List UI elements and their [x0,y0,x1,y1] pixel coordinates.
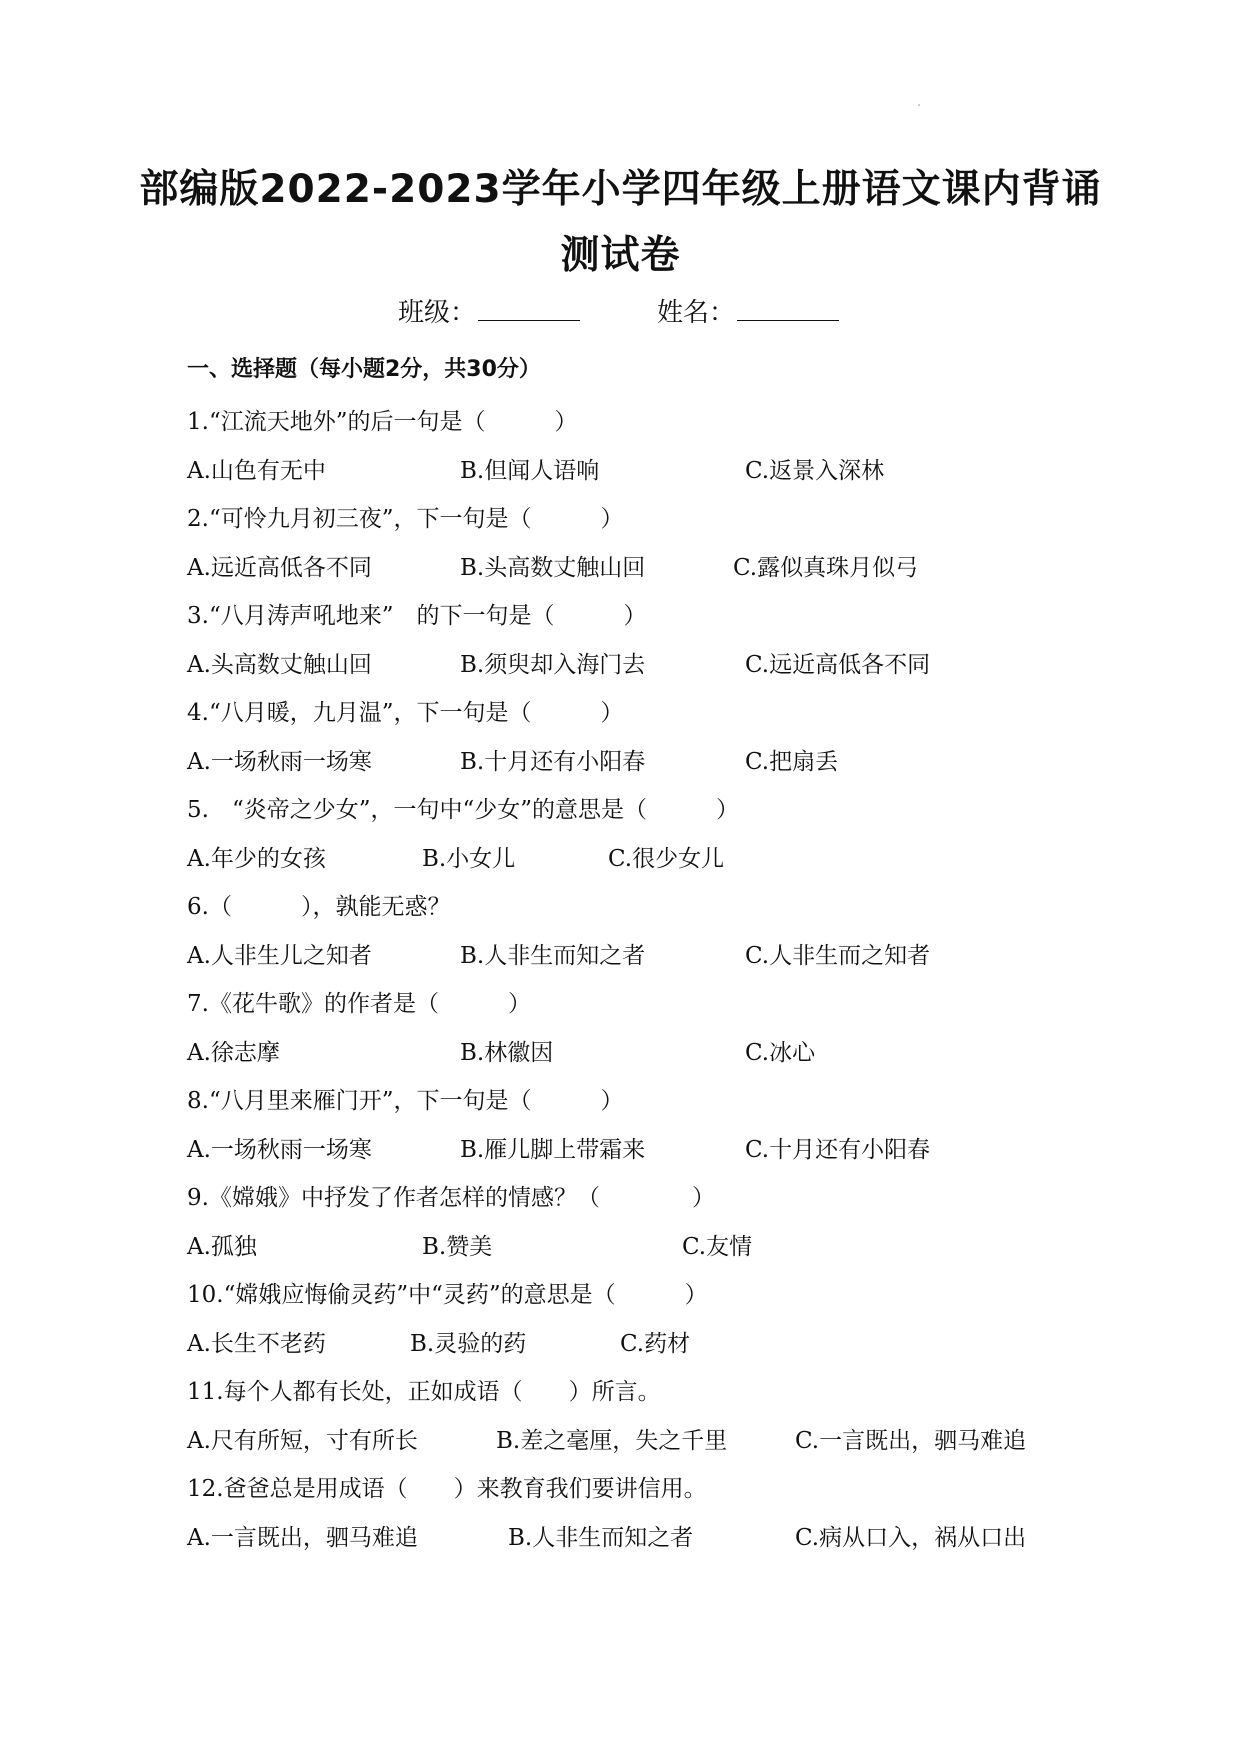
option-3b: B.须臾却入海门去 [460,652,646,678]
option-8b: B.雁儿脚上带霜来 [460,1137,646,1163]
option-2a: A.远近高低各不同 [187,555,372,581]
option-11c: C.一言既出，驷马难追 [795,1428,1027,1454]
option-8c: C.十月还有小阳春 [745,1137,931,1163]
exam-title-line-2: 测试卷 [560,233,681,278]
question-4: 4.“八月暖，九月温”，下一句是（ ） [187,700,624,726]
option-11b: B.差之毫厘，失之千里 [496,1428,728,1454]
option-7c: C.冰心 [745,1040,816,1066]
option-1c: C.返景入深林 [745,458,885,484]
option-4c: C.把扇丢 [745,749,839,775]
name-label: 姓名： [657,298,736,328]
option-1a: A.山色有无中 [187,458,326,484]
option-10c: C.药材 [620,1331,691,1357]
question-5: 5. “炎帝之少女”，一句中“少女”的意思是（ ） [187,797,739,823]
option-7a: A.徐志摩 [187,1040,280,1066]
question-7: 7.《花牛歌》的作者是（ ） [187,991,531,1017]
question-9: 9.《嫦娥》中抒发了作者怎样的情感？（ ） [187,1185,715,1211]
question-3: 3.“八月涛声吼地来” 的下一句是（ ） [187,603,647,629]
option-5b: B.小女儿 [422,846,516,872]
option-8a: A.一场秋雨一场寒 [187,1137,372,1163]
question-8: 8.“八月里来雁门开”，下一句是（ ） [187,1088,624,1114]
option-5a: A.年少的女孩 [187,846,326,872]
option-10b: B.灵验的药 [410,1331,527,1357]
section-heading: 一、选择题（每小题2分，共30分） [187,357,541,382]
option-7b: B.林徽因 [460,1040,554,1066]
exam-title-line-1: 部编版2022-2023学年小学四年级上册语文课内背诵 [139,167,1102,212]
option-9b: B.赞美 [422,1234,493,1260]
name-blank-line[interactable] [737,298,839,321]
option-12c: C.病从口入，祸从口出 [795,1525,1027,1551]
name-field [657,292,839,329]
option-6c: C.人非生而之知者 [745,943,931,969]
class-field [398,292,580,329]
option-2b: B.头高数丈触山回 [460,555,646,581]
option-1b: B.但闻人语响 [460,458,600,484]
option-2c: C.露似真珠月似弓 [733,555,919,581]
option-11a: A.尺有所短，寸有所长 [187,1428,418,1454]
option-3c: C.远近高低各不同 [745,652,931,678]
class-blank-line[interactable] [478,298,580,321]
option-4b: B.十月还有小阳春 [460,749,646,775]
option-6b: B.人非生而知之者 [460,943,646,969]
scan-speck [918,104,920,106]
option-3a: A.头高数丈触山回 [187,652,372,678]
question-2: 2.“可怜九月初三夜”，下一句是（ ） [187,506,624,532]
option-9c: C.友情 [682,1234,753,1260]
question-6: 6.（ ），孰能无惑？ [187,894,451,920]
option-9a: A.孤独 [187,1234,257,1260]
question-1: 1.“江流天地外”的后一句是（ ） [187,409,578,435]
question-11: 11.每个人都有长处，正如成语（ ）所言。 [187,1379,661,1405]
option-10a: A.长生不老药 [187,1331,326,1357]
option-6a: A.人非生儿之知者 [187,943,372,969]
option-12a: A.一言既出，驷马难追 [187,1525,418,1551]
option-12b: B.人非生而知之者 [508,1525,694,1551]
question-12: 12.爸爸总是用成语（ ）来教育我们要讲信用。 [187,1476,707,1502]
option-5c: C.很少女儿 [608,846,725,872]
option-4a: A.一场秋雨一场寒 [187,749,372,775]
class-label: 班级： [398,298,477,328]
question-10: 10.“嫦娥应悔偷灵药”中“灵药”的意思是（ ） [187,1282,708,1308]
